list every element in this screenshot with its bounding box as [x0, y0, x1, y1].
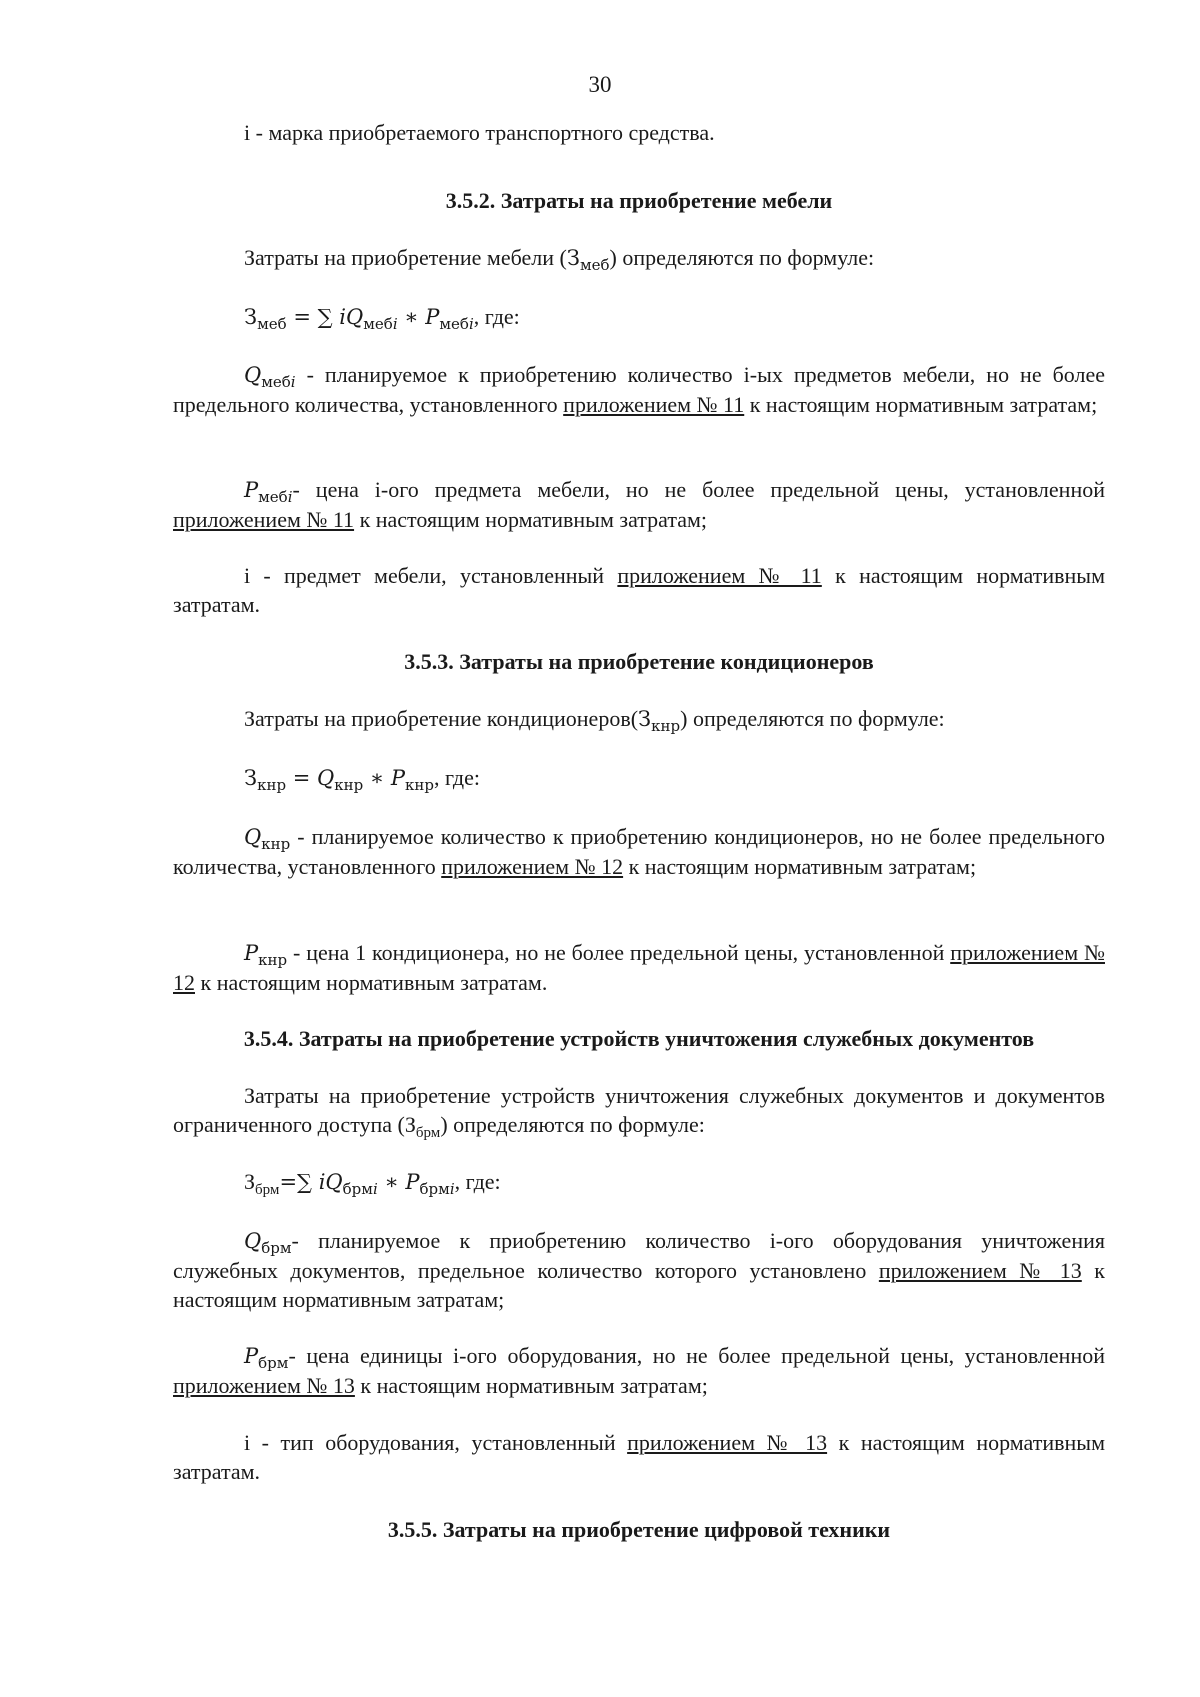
appendix-11-link[interactable]: приложением № 11	[617, 563, 822, 588]
definition-text: к настоящим нормативным затратам.	[195, 970, 548, 995]
appendix-13-link[interactable]: приложением № 13	[627, 1430, 828, 1455]
intro-text: ) определяются по формуле:	[609, 245, 875, 270]
symbol-subscript: брм	[261, 1239, 292, 1257]
furniture-p-definition	[173, 475, 1105, 534]
furniture-q-definition	[173, 360, 1105, 419]
symbol-subscript: кнр	[651, 717, 681, 735]
intro-text: Затраты на приобретение кондиционеров(	[244, 706, 639, 731]
furniture-intro	[173, 243, 1105, 273]
definition-text: к настоящим нормативным затратам;	[623, 854, 977, 879]
symbol: P	[244, 941, 259, 965]
appendix-13-link[interactable]: приложением № 13	[173, 1373, 355, 1398]
appendix-11-link[interactable]: приложением № 11	[173, 507, 355, 532]
furniture-i-definition	[173, 561, 1105, 619]
heading-3-5-3: 3.5.3. Затраты на приобретение кондиционеров	[404, 649, 874, 674]
formula-subscript-index: i	[468, 315, 474, 333]
formula-subscript: меб	[439, 315, 469, 333]
appendix-12-link[interactable]: приложением № 12	[173, 940, 1105, 995]
definition-text: к настоящим нормативным затратам;	[354, 507, 708, 532]
formula-p: P	[425, 305, 440, 329]
definition-text: - планируемое к приобретению количество i-ого оборудования уничтожения служебных документов, предельное количество которого установлено	[173, 1228, 1105, 1283]
shredder-q-definition	[173, 1226, 1105, 1314]
symbol: Q	[244, 825, 262, 849]
formula-index: i	[339, 305, 347, 329]
intro-text: Затраты на приобретение устройств уничтожения служебных документов и документов ограниченного доступа (З	[173, 1083, 1105, 1137]
appendix-11-link[interactable]: приложением № 11	[563, 392, 745, 417]
symbol-subscript-index: i	[287, 488, 293, 506]
shredder-formula	[244, 1167, 501, 1197]
shredder-i-definition	[173, 1428, 1105, 1486]
formula-subscript: меб	[363, 315, 393, 333]
formula-q: Q	[325, 1170, 343, 1194]
intro-text: ) определяются по формуле:	[440, 1112, 705, 1137]
shredder-intro	[173, 1081, 1105, 1139]
shredder-p-definition	[173, 1341, 1105, 1400]
symbol-subscript: кнр	[261, 835, 291, 853]
formula-q: Q	[346, 305, 364, 329]
appendix-13-link[interactable]: приложением № 13	[878, 1258, 1082, 1283]
symbol-subscript: меб	[258, 488, 288, 506]
symbol-subscript: брм	[258, 1354, 289, 1372]
heading-3-5-5: 3.5.5. Затраты на приобретение цифровой техники	[387, 1517, 891, 1542]
formula-q: Q	[317, 766, 335, 790]
formula-operator: =∑	[279, 1170, 319, 1194]
page-number: 30	[588, 72, 612, 97]
symbol: З	[638, 707, 652, 731]
formula-operator: =	[286, 766, 318, 790]
definition-text: к настоящим нормативным затратам;	[173, 1258, 1105, 1312]
symbol: Q	[244, 363, 262, 387]
symbol: З	[566, 246, 580, 270]
definition-text: к настоящим нормативным затратам.	[173, 563, 1105, 617]
formula-subscript: кнр	[405, 776, 434, 794]
formula-tail: , где:	[433, 765, 480, 790]
heading-3-5-4: 3.5.4. Затраты на приобретение устройств уничтожения служебных документов	[243, 1026, 1035, 1051]
formula-subscript: брм	[255, 1182, 280, 1198]
formula-operator: ∗	[363, 766, 391, 790]
definition-text: - цена единицы i-ого оборудования, но не более предельной цены, установленной	[288, 1343, 1105, 1368]
symbol: Q	[244, 1229, 262, 1253]
definition-text: - цена i-ого предмета мебели, но не более предельной цены, установленной	[292, 477, 1105, 502]
formula-subscript-index: i	[392, 315, 398, 333]
conditioner-intro	[173, 704, 1105, 734]
definition-text: - цена 1 кондиционера, но не более предельной цены, установленной	[287, 940, 951, 965]
formula-subscript-index: i	[372, 1180, 378, 1198]
conditioner-q-definition	[173, 822, 1105, 881]
heading-3-5-2: 3.5.2. Затраты на приобретение мебели	[445, 188, 833, 213]
intro-text: Затраты на приобретение мебели (	[244, 245, 567, 270]
formula-operator: ∗	[377, 1170, 406, 1194]
symbol-subscript: брм	[415, 1125, 441, 1141]
formula-p: P	[405, 1170, 420, 1194]
symbol-subscript: кнр	[258, 951, 288, 969]
formula-lhs: З	[244, 305, 258, 329]
definition-text: i - предмет мебели, установленный	[244, 563, 618, 588]
definition-text: к настоящим нормативным затратам.	[173, 1430, 1105, 1484]
symbol-subscript: меб	[579, 256, 610, 274]
formula-subscript-index: i	[449, 1180, 455, 1198]
symbol: P	[244, 478, 259, 502]
definition-text: к настоящим нормативным затратам;	[744, 392, 1098, 417]
symbol: P	[244, 1344, 259, 1368]
formula-subscript: брм	[342, 1180, 373, 1198]
definition-text: i - тип оборудования, установленный	[244, 1430, 628, 1455]
conditioner-formula	[244, 763, 480, 793]
formula-subscript: меб	[257, 315, 287, 333]
formula-subscript: кнр	[257, 776, 287, 794]
intro-text: ) определяются по формуле:	[680, 706, 945, 731]
formula-index: i	[318, 1170, 326, 1194]
symbol-subscript-index: i	[290, 373, 296, 391]
formula-operator: ∗	[397, 305, 426, 329]
formula-subscript: брм	[419, 1180, 450, 1198]
formula-lhs: З	[244, 1169, 256, 1194]
formula-tail: , где:	[454, 1169, 501, 1194]
appendix-12-link[interactable]: приложением № 12	[441, 854, 624, 879]
furniture-formula	[244, 302, 520, 332]
paragraph-text: i - марка приобретаемого транспортного средства.	[244, 120, 715, 145]
formula-tail: , где:	[473, 304, 520, 329]
formula-subscript: кнр	[334, 776, 364, 794]
formula-p: P	[390, 766, 405, 790]
definition-text: - планируемое количество к приобретению кондиционеров, но не более предельного количества, установленного	[173, 824, 1105, 879]
paragraph-vehicle-brand	[173, 118, 1105, 147]
symbol-subscript: меб	[261, 373, 291, 391]
formula-lhs: З	[244, 766, 258, 790]
formula-operator: = ∑	[286, 305, 340, 329]
definition-text: - планируемое к приобретению количество i-ых предметов мебели, но не более предельного количества, установленного	[173, 362, 1105, 417]
conditioner-p-definition	[173, 938, 1105, 997]
definition-text: к настоящим нормативным затратам;	[354, 1373, 708, 1398]
